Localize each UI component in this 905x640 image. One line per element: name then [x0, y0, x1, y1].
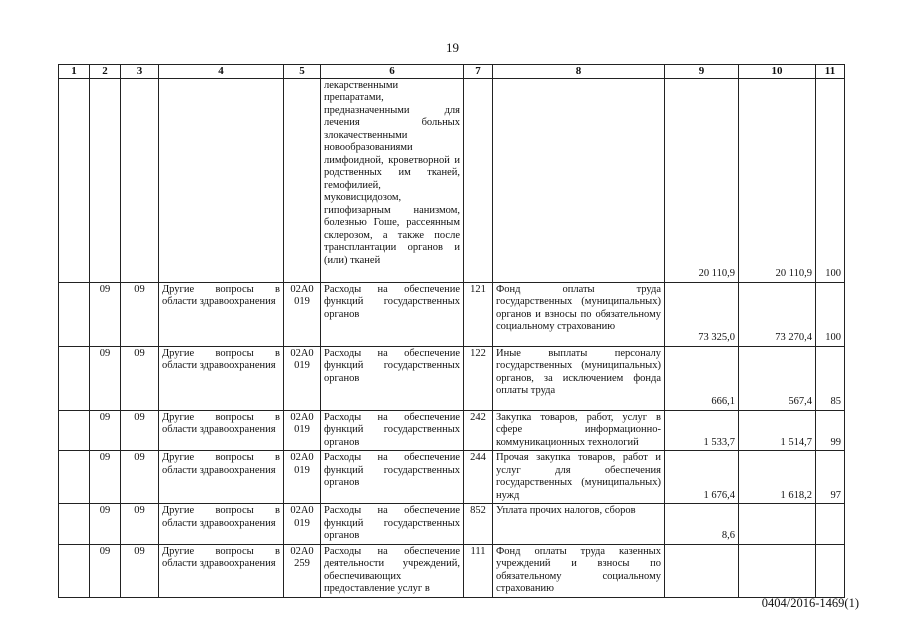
- cell-expense-type: 852: [464, 504, 493, 545]
- cell-plan: 20 110,9: [665, 78, 739, 282]
- cell-expense-name: Уплата прочих налогов, сборов: [493, 504, 665, 545]
- header-row: [59, 65, 845, 79]
- col-header-9: 9: [665, 65, 739, 79]
- cell-percent: 85: [816, 346, 845, 410]
- col-header-7: 7: [464, 65, 493, 79]
- cell-fact: [739, 544, 816, 597]
- cell-subsection: 09: [121, 451, 159, 504]
- col-header-3: 3: [121, 65, 159, 79]
- cell-fact: [739, 504, 816, 545]
- cell-description: лекарственными препаратами, предназначенными для лечения больных злокачественными новообразованиями лимфоидной, кроветворной и родственных им тканей, гемофилией, муковисцидозом, гипофизарным нанизмом, болезнью Гоше, рассеянным склерозом, а также после трансплантации органов и (или) тканей: [321, 78, 464, 282]
- cell-target-code: 02А0 019: [284, 410, 321, 451]
- table-row: [59, 544, 845, 597]
- table-row: [59, 282, 845, 346]
- cell-target-code: 02А0 019: [284, 451, 321, 504]
- budget-table: [58, 64, 845, 598]
- cell-target-code: 02А0 259: [284, 544, 321, 597]
- cell-fact: 73 270,4: [739, 282, 816, 346]
- cell-description: Расходы на обеспечение функций государственных органов: [321, 346, 464, 410]
- cell-percent: 99: [816, 410, 845, 451]
- cell-plan: 8,6: [665, 504, 739, 545]
- cell-percent: 97: [816, 451, 845, 504]
- cell-target-code: 02А0 019: [284, 504, 321, 545]
- cell-section-name: Другие вопросы в области здравоохранения: [159, 410, 284, 451]
- cell-expense-name: Прочая закупка товаров, работ и услуг для обеспечения государственных (муниципальных) нужд: [493, 451, 665, 504]
- cell-description: Расходы на обеспечение функций государственных органов: [321, 504, 464, 545]
- cell-expense-name: Фонд оплаты труда казенных учреждений и взносы по обязательному социальному страхованию: [493, 544, 665, 597]
- cell-fact: 1 514,7: [739, 410, 816, 451]
- cell-section: 09: [90, 504, 121, 545]
- cell-section-name: Другие вопросы в области здравоохранения: [159, 346, 284, 410]
- table-row-continuation: [59, 78, 845, 282]
- document-code: 0404/2016-1469(1): [761, 596, 859, 610]
- cell-section: 09: [90, 282, 121, 346]
- cell-description: Расходы на обеспечение функций государственных органов: [321, 282, 464, 346]
- cell-section-name: Другие вопросы в области здравоохранения: [159, 544, 284, 597]
- col-header-2: 2: [90, 65, 121, 79]
- col-header-11: 11: [816, 65, 845, 79]
- col-header-4: 4: [159, 65, 284, 79]
- cell-subsection: 09: [121, 544, 159, 597]
- col-header-10: 10: [739, 65, 816, 79]
- cell-section-name: Другие вопросы в области здравоохранения: [159, 451, 284, 504]
- cell-section: 09: [90, 451, 121, 504]
- cell-expense-name: Закупка товаров, работ, услуг в сфере информационно-коммуникационных технологий: [493, 410, 665, 451]
- cell-percent: 100: [816, 282, 845, 346]
- page-number: 19: [446, 40, 459, 55]
- cell-target-code: 02А0 019: [284, 346, 321, 410]
- col-header-6: 6: [321, 65, 464, 79]
- cell-subsection: 09: [121, 282, 159, 346]
- cell-description: Расходы на обеспечение функций государственных органов: [321, 451, 464, 504]
- cell-fact: 1 618,2: [739, 451, 816, 504]
- col-header-5: 5: [284, 65, 321, 79]
- cell-subsection: 09: [121, 346, 159, 410]
- cell-section-name: Другие вопросы в области здравоохранения: [159, 282, 284, 346]
- cell-expense-type: 122: [464, 346, 493, 410]
- cell-description: Расходы на обеспечение деятельности учреждений, обеспечивающих предоставление услуг в: [321, 544, 464, 597]
- table-row: [59, 451, 845, 504]
- cell-section-name: Другие вопросы в области здравоохранения: [159, 504, 284, 545]
- cell-plan: 1 533,7: [665, 410, 739, 451]
- cell-fact: 20 110,9: [739, 78, 816, 282]
- cell-subsection: 09: [121, 410, 159, 451]
- table-row: [59, 504, 845, 545]
- table-row: [59, 410, 845, 451]
- cell-expense-type: 121: [464, 282, 493, 346]
- cell-plan: [665, 544, 739, 597]
- col-header-8: 8: [493, 65, 665, 79]
- cell-expense-type: 244: [464, 451, 493, 504]
- table-row: [59, 346, 845, 410]
- cell-subsection: 09: [121, 504, 159, 545]
- cell-section: 09: [90, 544, 121, 597]
- col-header-1: 1: [59, 65, 90, 79]
- cell-plan: 73 325,0: [665, 282, 739, 346]
- cell-expense-type: 242: [464, 410, 493, 451]
- cell-percent: 100: [816, 78, 845, 282]
- cell-expense-name: Фонд оплаты труда государственных (муниципальных) органов и взносы по обязательному социальному страхованию: [493, 282, 665, 346]
- cell-target-code: 02А0 019: [284, 282, 321, 346]
- cell-section: 09: [90, 410, 121, 451]
- cell-expense-name: Иные выплаты персоналу государственных (муниципальных) органов, за исключением фонда оплаты труда: [493, 346, 665, 410]
- cell-percent: [816, 544, 845, 597]
- cell-section: 09: [90, 346, 121, 410]
- cell-plan: 1 676,4: [665, 451, 739, 504]
- cell-percent: [816, 504, 845, 545]
- cell-plan: 666,1: [665, 346, 739, 410]
- cell-description: Расходы на обеспечение функций государственных органов: [321, 410, 464, 451]
- cell-fact: 567,4: [739, 346, 816, 410]
- cell-expense-type: 111: [464, 544, 493, 597]
